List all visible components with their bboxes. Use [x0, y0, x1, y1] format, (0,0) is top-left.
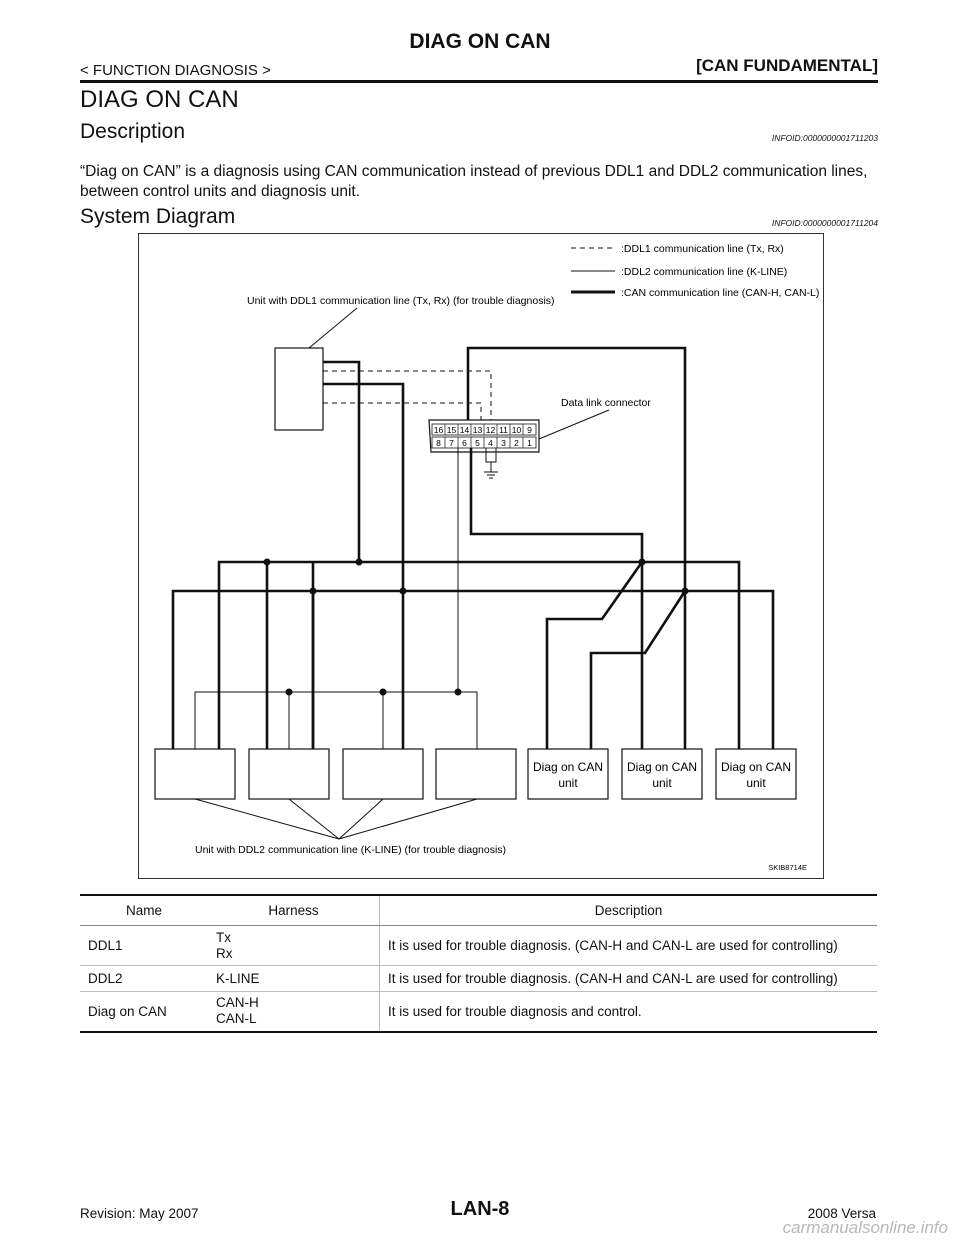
running-header-title: DIAG ON CAN — [409, 30, 551, 53]
connector-pin-number: 12 — [485, 425, 496, 435]
connector-label: Data link connector — [561, 397, 651, 409]
running-header-section: < FUNCTION DIAGNOSIS > — [80, 62, 271, 79]
connector-pin-number: 7 — [449, 438, 454, 448]
connector-pin-number: 15 — [446, 425, 457, 435]
can-l-bus — [173, 591, 773, 749]
diag-on-can-unit-3 — [716, 749, 796, 799]
ddl2-unit-box — [155, 749, 235, 799]
connector-pin-number: 13 — [472, 425, 483, 435]
column-header-name: Name — [80, 895, 208, 926]
row-name: DDL1 — [80, 926, 208, 966]
ddl1-leader-line — [309, 308, 357, 348]
table-row — [80, 966, 877, 992]
system-diagram-heading: System Diagram — [80, 205, 236, 228]
row-description: It is used for trouble diagnosis. (CAN-H and CAN-L are used for controlling) — [380, 926, 878, 966]
k-line-junction — [455, 689, 462, 696]
connector-pin-number: 1 — [527, 438, 532, 448]
figure-code: SKIB8714E — [768, 863, 807, 872]
description-text: “Diag on CAN” is a diagnosis using CAN communication instead of previous DDL1 and DDL2 communication lines, between control units and diagnosis unit. — [80, 163, 868, 200]
ddl1-unit-label: Unit with DDL1 communication line (Tx, Rx) (for trouble diagnosis) — [247, 295, 555, 307]
can-h-junction — [639, 559, 646, 566]
can-l-junction — [682, 588, 689, 595]
diag-unit-3-line1: Diag on CAN — [720, 760, 792, 774]
column-header-description: Description — [380, 895, 878, 926]
legend-ddl2-label: :DDL2 communication line (K-LINE) — [621, 266, 788, 278]
diag-unit-3-line2: unit — [746, 776, 766, 790]
connector-pin-number: 9 — [527, 425, 532, 435]
row-name: Diag on CAN — [80, 992, 208, 1032]
connector-pin-number: 10 — [511, 425, 522, 435]
row-harness — [208, 926, 380, 966]
can-l-from-ddl1-unit — [323, 384, 403, 591]
connector-leader-line — [539, 410, 609, 439]
page-title: DIAG ON CAN — [80, 86, 239, 113]
harness-line: Rx — [216, 945, 233, 961]
connector-pin-number: 8 — [436, 438, 441, 448]
harness-table — [80, 894, 877, 1033]
harness-line: CAN-L — [216, 1011, 257, 1027]
ddl1-unit-box — [275, 348, 323, 430]
can-l-from-connector — [468, 348, 685, 591]
harness-line: K-LINE — [216, 971, 260, 986]
header-rule — [80, 80, 878, 83]
connector-pin-number: 4 — [488, 438, 493, 448]
column-header-harness: Harness — [208, 895, 380, 926]
connector-pin-number: 2 — [514, 438, 519, 448]
diag-on-can-unit-1 — [528, 749, 608, 799]
diag-unit-1-line1: Diag on CAN — [532, 760, 604, 774]
legend-ddl1-label: :DDL1 communication line (Tx, Rx) — [621, 243, 784, 255]
k-line-bus — [195, 692, 477, 749]
system-diagram — [138, 233, 824, 879]
diag-unit-2-line1: Diag on CAN — [626, 760, 698, 774]
footer-model: 2008 Versa — [807, 1206, 876, 1221]
data-link-connector — [429, 420, 539, 452]
ddl2-unit-box — [436, 749, 516, 799]
ddl2-leader-lines — [195, 799, 477, 839]
connector-pin-number: 3 — [501, 438, 506, 448]
row-name: DDL2 — [80, 966, 208, 992]
legend-can-label: :CAN communication line (CAN-H, CAN-L) — [621, 287, 820, 299]
connector-pin-number: 5 — [475, 438, 480, 448]
connector-pin-number: 11 — [499, 425, 508, 435]
connector-pin-number: 14 — [459, 425, 470, 435]
can-l-junction — [400, 588, 407, 595]
ddl2-unit-box — [343, 749, 423, 799]
connector-pin-number: 6 — [462, 438, 467, 448]
can-h-from-ddl1-unit — [323, 362, 359, 562]
system-diagram-infoid: INFOID:0000000001711204 — [771, 218, 878, 228]
can-l-junction — [310, 588, 317, 595]
diag-unit-2-line2: unit — [652, 776, 672, 790]
system-diagram-svg — [139, 234, 823, 878]
ddl1-tx-line — [323, 371, 491, 422]
diag-on-can-unit-2 — [622, 749, 702, 799]
row-harness — [208, 966, 380, 992]
can-h-junction — [356, 559, 363, 566]
row-harness — [208, 992, 380, 1032]
table-row — [80, 992, 877, 1032]
table-row — [80, 926, 877, 966]
harness-line: CAN-H — [216, 995, 259, 1011]
row-description: It is used for trouble diagnosis. (CAN-H and CAN-L are used for controlling) — [380, 966, 878, 992]
harness-line: Tx — [216, 929, 231, 945]
ddl2-unit-box — [249, 749, 329, 799]
footer-revision: Revision: May 2007 — [80, 1206, 199, 1221]
diag-unit-1-line2: unit — [558, 776, 578, 790]
footer-page-code: LAN-8 — [450, 1198, 510, 1220]
description-infoid: INFOID:0000000001711203 — [771, 133, 878, 143]
can-h-from-connector — [471, 448, 642, 562]
running-header-category: [CAN FUNDAMENTAL] — [696, 56, 878, 75]
ddl2-unit-label: Unit with DDL2 communication line (K-LINE) (for trouble diagnosis) — [195, 844, 507, 856]
description-heading: Description — [80, 120, 186, 143]
watermark: carmanualsonline.info — [782, 1218, 948, 1237]
row-description: It is used for trouble diagnosis and control. — [380, 992, 878, 1032]
k-line-junction — [286, 689, 293, 696]
table-header-row — [80, 895, 877, 926]
connector-pin-number: 16 — [433, 425, 444, 435]
k-line-junction — [380, 689, 387, 696]
